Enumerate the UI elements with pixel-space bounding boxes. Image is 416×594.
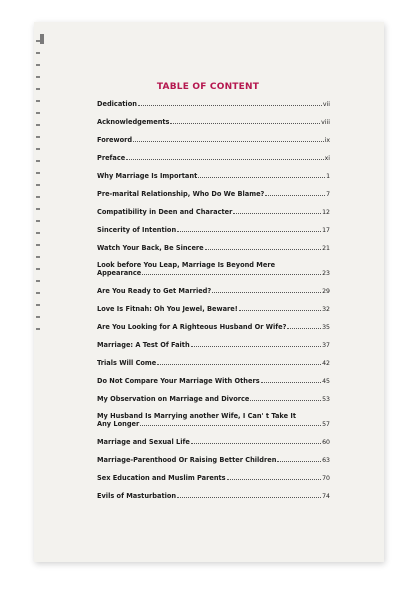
toc-entry-title: Pre-marital Relationship, Who Do We Blame? — [97, 190, 265, 198]
toc-entry-page: 57 — [322, 421, 330, 428]
leader-dots — [261, 382, 321, 383]
toc-entry-title: Foreword — [97, 136, 133, 144]
toc-entry-title: My Observation on Marriage and Divorce — [97, 395, 250, 403]
toc-entry-title: Preface — [97, 154, 126, 162]
leader-dots — [277, 461, 321, 462]
toc-entry-title: Compatibility in Deen and Character — [97, 208, 233, 216]
toc-entry-page: 12 — [322, 209, 330, 216]
toc-entry — [97, 412, 330, 428]
leader-dots — [265, 195, 325, 196]
toc-entry-title: Are You Looking for A Righteous Husband Or Wife? — [97, 323, 287, 331]
toc-entry — [97, 456, 330, 464]
toc-entry-title: Sex Education and Muslim Parents — [97, 474, 226, 482]
toc-entry-page: 42 — [322, 360, 330, 367]
toc-entry-title: Are You Ready to Get Married? — [97, 287, 212, 295]
toc-entry-page: 37 — [322, 342, 330, 349]
leader-dots — [142, 274, 321, 275]
leader-dots — [177, 231, 321, 232]
toc-entry-title: Dedication — [97, 100, 137, 108]
toc-entry-title: Sincerity of Intention — [97, 226, 177, 234]
toc-entry — [97, 136, 330, 144]
leader-dots — [133, 141, 324, 142]
toc-entry — [97, 208, 330, 216]
toc-entry-page: 7 — [326, 191, 330, 198]
leader-dots — [191, 346, 321, 347]
toc-entry — [97, 244, 330, 252]
leader-dots — [205, 249, 321, 250]
leader-dots — [227, 479, 322, 480]
toc-entry-page: 32 — [322, 306, 330, 313]
leader-dots — [191, 443, 321, 444]
toc-entry-page: 60 — [322, 439, 330, 446]
toc-entry-title: Love Is Fitnah: Oh You Jewel, Beware! — [97, 305, 238, 313]
leader-dots — [157, 364, 321, 365]
toc-entry — [97, 359, 330, 367]
toc-entry-page: 35 — [322, 324, 330, 331]
leader-dots — [198, 177, 325, 178]
toc-entry — [97, 261, 330, 277]
toc-entry — [97, 190, 330, 198]
toc-entry-page: xi — [324, 155, 330, 162]
toc-entry-title: Marriage-Parenthood Or Raising Better Children — [97, 456, 277, 464]
toc-entry-title: Marriage: A Test Of Faith — [97, 341, 190, 349]
toc-entry-page: 74 — [322, 493, 330, 500]
leader-dots — [250, 400, 321, 401]
leader-dots — [239, 310, 321, 311]
toc-entry-page: 53 — [322, 396, 330, 403]
toc-entry-page: 1 — [326, 173, 330, 180]
leader-dots — [170, 123, 320, 124]
toc-entry — [97, 172, 330, 180]
toc-entry-title: Marriage and Sexual Life — [97, 438, 190, 446]
toc-entry-page: 17 — [322, 227, 330, 234]
toc-entry — [97, 118, 330, 126]
toc-entry — [97, 474, 330, 482]
toc-entry-page: vii — [322, 101, 330, 108]
leader-dots — [126, 159, 323, 160]
page-tab-mark — [40, 34, 44, 44]
toc-entry-title-line2: Any Longer — [97, 420, 140, 428]
toc-entry-title: Acknowledgements — [97, 118, 170, 126]
leader-dots — [233, 213, 321, 214]
toc-entry-title: Watch Your Back, Be Sincere — [97, 244, 204, 252]
toc-entry — [97, 377, 330, 385]
toc-entry-page: 23 — [322, 270, 330, 277]
toc-title: TABLE OF CONTENT — [156, 82, 260, 92]
toc-entry-title: Do Not Compare Your Marriage With Others — [97, 377, 260, 385]
toc-entry — [97, 323, 330, 331]
leader-dots — [177, 497, 321, 498]
toc-entry — [97, 287, 330, 295]
toc-entry — [97, 226, 330, 234]
toc-entry — [97, 154, 330, 162]
toc-entry-page: 63 — [322, 457, 330, 464]
leader-dots — [212, 292, 321, 293]
toc-entry-title-line1: Look before You Leap, Marriage Is Beyond Mere — [97, 261, 276, 269]
toc-entry-page: 70 — [322, 475, 330, 482]
toc-entry-page: ix — [324, 137, 330, 144]
toc-entry — [97, 100, 330, 108]
toc-entry-page: 29 — [322, 288, 330, 295]
toc-entry — [97, 305, 330, 313]
toc-entry-title: Evils of Masturbation — [97, 492, 177, 500]
leader-dots — [287, 328, 321, 329]
toc-entry-title: Why Marriage Is Important — [97, 172, 198, 180]
toc-entry — [97, 438, 330, 446]
toc-entry-page: 45 — [322, 378, 330, 385]
toc-entry-page: 21 — [322, 245, 330, 252]
leader-dots — [140, 425, 321, 426]
toc-entry — [97, 341, 330, 349]
toc-entry — [97, 492, 330, 500]
leader-dots — [138, 105, 322, 106]
toc-entry-title-line2: Appearance — [97, 269, 142, 277]
toc-entry-title: Trials Will Come — [97, 359, 157, 367]
toc-entry-title-line1: My Husband Is Marrying another Wife, I Can' t Take It — [97, 412, 297, 420]
toc-entry-page: viii — [321, 119, 330, 126]
toc-list — [97, 100, 330, 500]
toc-entry — [97, 395, 330, 403]
